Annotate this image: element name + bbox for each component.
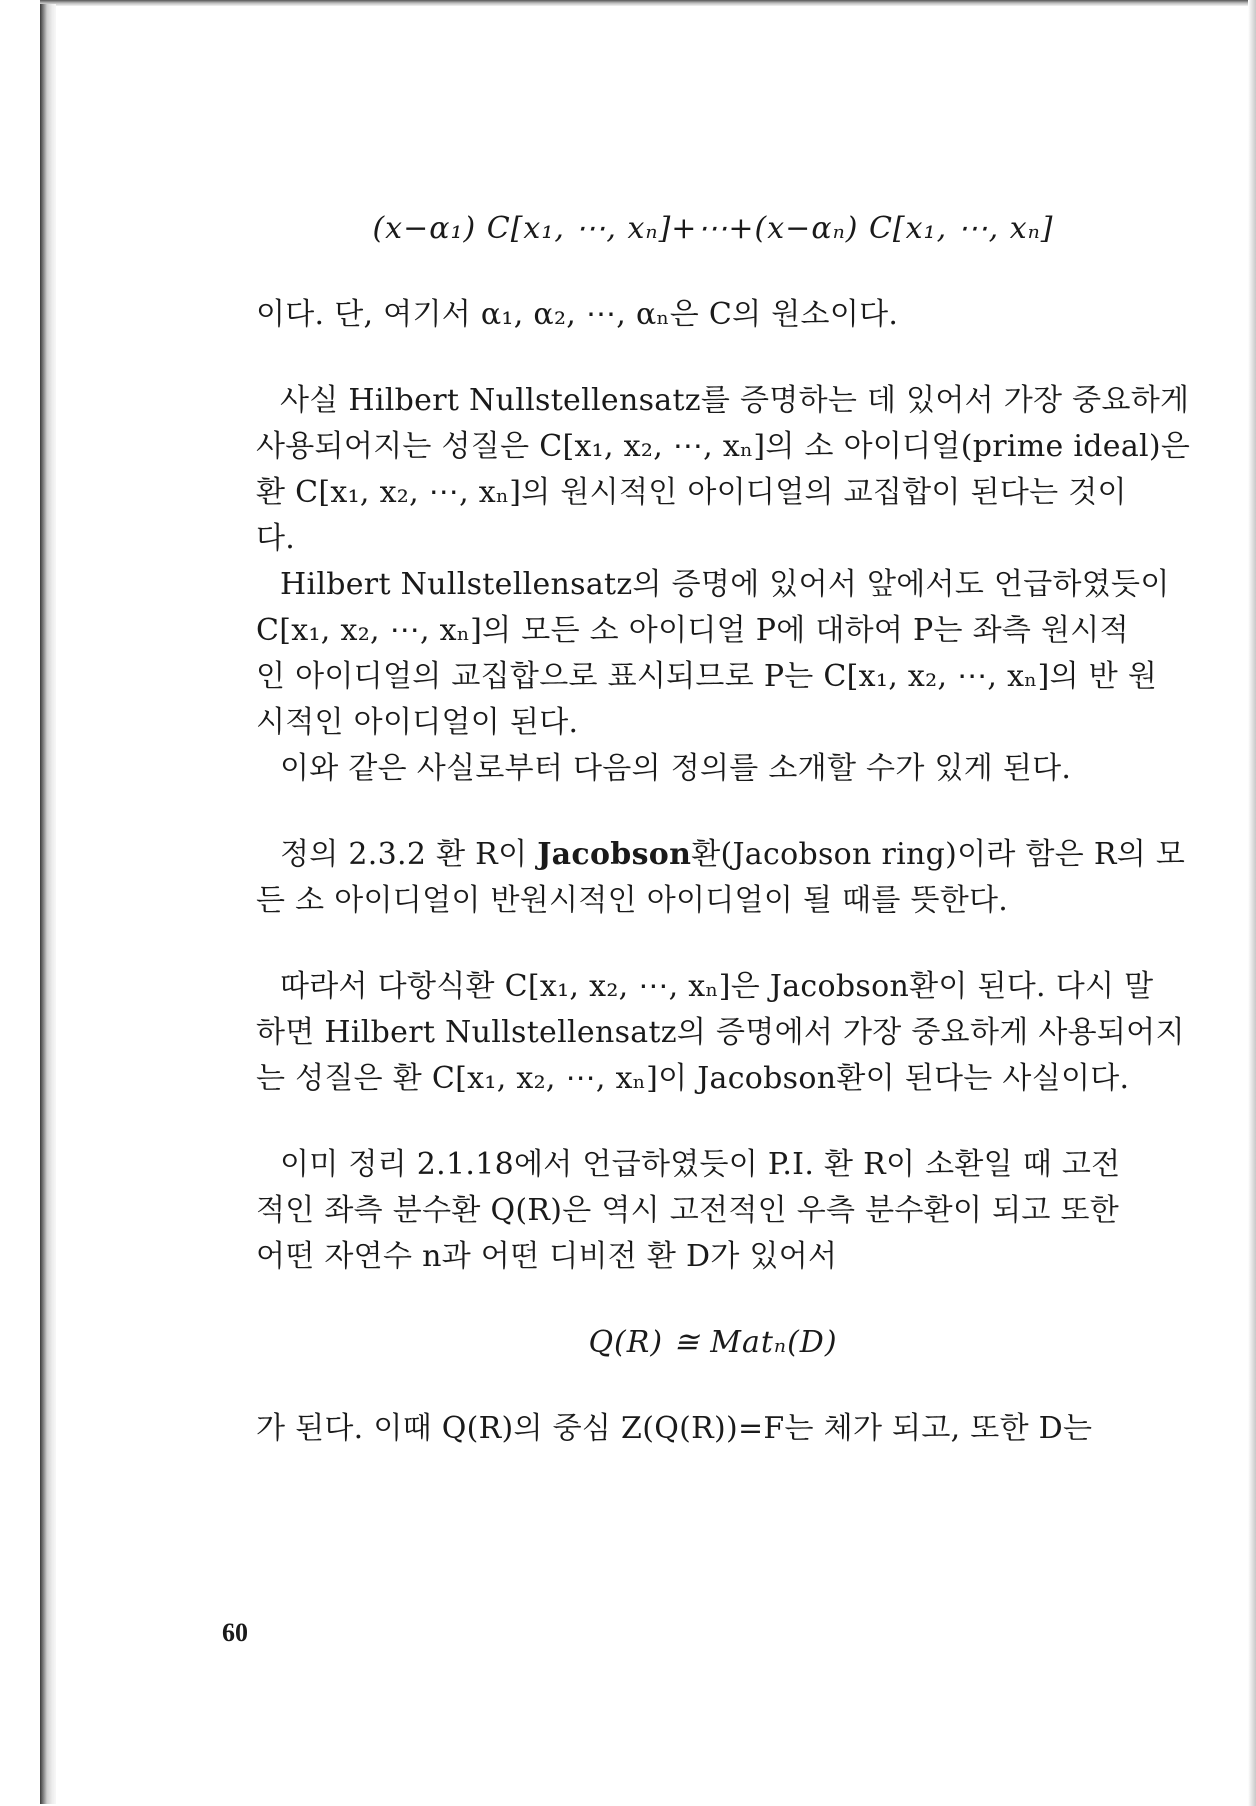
paragraph-line: 사실 Hilbert Nullstellensatz를 증명하는 데 있어서 가장 중요하게	[280, 383, 1190, 418]
definition-text: 환(Jacobson ring)이라 함은 R의 모	[691, 837, 1186, 872]
text-line-after-formula: 이다. 단, 여기서 α₁, α₂, ⋯, αₙ은 C의 원소이다.	[256, 297, 899, 332]
page-content	[256, 206, 1191, 1452]
display-formula-matrix-ring: Q(R) ≅ Matₙ(D)	[588, 1325, 838, 1360]
page-number: 60	[222, 1618, 248, 1647]
paragraph-line: 인 아이디얼의 교집합으로 표시되므로 P는 C[x₁, x₂, ⋯, xₙ]의 반 원	[256, 659, 1158, 694]
definition-line: 든 소 아이디얼이 반원시적인 아이디얼이 될 때를 뜻한다.	[256, 883, 1009, 918]
text-line-last: 가 된다. 이때 Q(R)의 중심 Z(Q(R))=F는 체가 되고, 또한 D는	[256, 1411, 1093, 1446]
book-page	[56, 6, 1248, 1802]
paragraph-line: 이미 정리 2.1.18에서 언급하였듯이 P.I. 환 R이 소환일 때 고전	[280, 1147, 1121, 1182]
paragraph-line: 어떤 자연수 n과 어떤 디비전 환 D가 있어서	[256, 1239, 838, 1274]
definition-jacobson-ring	[256, 832, 1186, 924]
paragraph-nullstellensatz-proof	[256, 562, 1170, 746]
paragraph-line: 사용되어지는 성질은 C[x₁, x₂, ⋯, xₙ]의 소 아이디얼(prime ideal)은	[256, 429, 1191, 464]
paragraph-line: 다.	[256, 521, 296, 556]
paragraph-line: Hilbert Nullstellensatz의 증명에 있어서 앞에서도 언급하였듯이	[280, 567, 1170, 602]
paragraph-line: 시적인 아이디얼이 된다.	[256, 705, 579, 740]
page-right-edge	[1248, 0, 1256, 1806]
definition-line	[256, 832, 1186, 878]
paragraph-line: 환 C[x₁, x₂, ⋯, xₙ]의 원시적인 아이디얼의 교집합이 된다는 것이	[256, 475, 1127, 510]
definition-label: 정의 2.3.2 환 R이	[280, 837, 538, 872]
display-formula-ideal-sum: (x−α₁) C[x₁, ⋯, xₙ]+⋯+(x−αₙ) C[x₁, ⋯, xₙ]	[372, 211, 1054, 246]
paragraph-pi-ring	[256, 1142, 1170, 1280]
paragraph-polynomial-ring	[256, 964, 1185, 1102]
paragraph-line: 하면 Hilbert Nullstellensatz의 증명에서 가장 중요하게 사용되어지	[256, 1015, 1185, 1050]
paragraph-nullstellensatz-intro	[256, 378, 1191, 562]
paragraph-line: 적인 좌측 분수환 Q(R)은 역시 고전적인 우측 분수환이 되고 또한	[256, 1193, 1120, 1228]
book-spine-edge	[40, 4, 56, 1804]
paragraph-definition-lead: 이와 같은 사실로부터 다음의 정의를 소개할 수가 있게 된다.	[280, 751, 1072, 786]
paragraph-line: 는 성질은 환 C[x₁, x₂, ⋯, xₙ]이 Jacobson환이 된다는 사실이다.	[256, 1061, 1130, 1096]
paragraph-line: 따라서 다항식환 C[x₁, x₂, ⋯, xₙ]은 Jacobson환이 된다. 다시 말	[280, 969, 1154, 1004]
paragraph-line: C[x₁, x₂, ⋯, xₙ]의 모든 소 아이디얼 P에 대하여 P는 좌측 원시적	[256, 613, 1129, 648]
definition-term: Jacobson	[537, 837, 692, 872]
